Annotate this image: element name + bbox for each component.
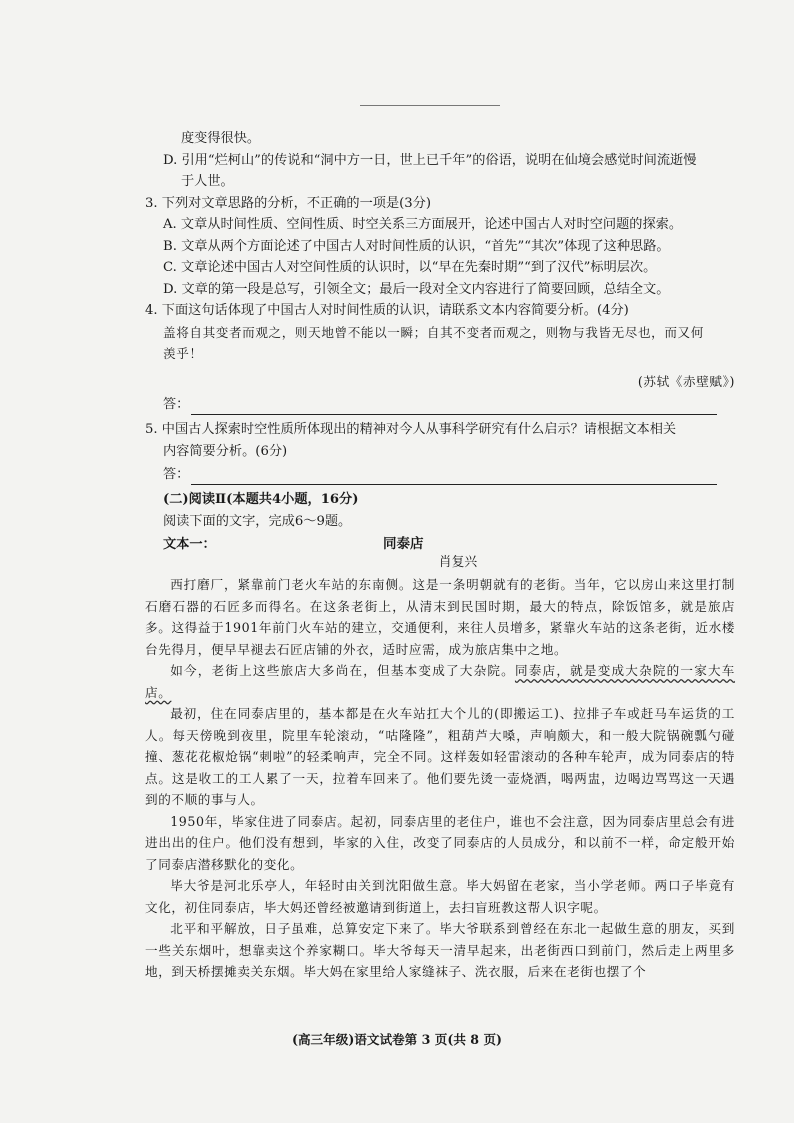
q4-answer-area[interactable] (145, 394, 735, 415)
q2-option-d-tail: 度变得很快。 (181, 131, 261, 146)
q5-answer-area[interactable] (145, 464, 735, 485)
text1-paragraph-1: 西打磨厂，紧靠前门老火车站的东南侧。这是一条明朝就有的老街。当年，它以房山来这里打制石磨石器的石匠多而得名。在这条老街上，从清末到民国时期，最大的特点，除饭馆多，就是旅店多。这得益于1901年前门火车站的建立，交通便利，来往人员增多，紧靠火车站的这条老街，近水楼台先得月，便早早褪去石匠店铺的外衣，适时应需，成为旅店集中之地。 (145, 577, 735, 657)
header-rule (360, 105, 500, 106)
text1-title: 同泰店 (383, 536, 424, 552)
page-content (145, 128, 735, 983)
q3-option-d: D. 文章的第一段是总写，引领全文；最后一段对全文内容进行了简要回顾，总结全文。 (163, 281, 670, 297)
text1-paragraph-6: 北平和平解放，日子虽难，总算安定下来了。毕大爷联系到曾经在东北一起做生意的朋友，买到一些关东烟叶，想靠卖这个养家糊口。毕大爷每天一清早起来，出老街西口到前门，然后走上两里多地，到天桥摆摊卖关东烟。毕大妈在家里给人家缝袜子、洗衣服，后来在老街也摆了个 (145, 921, 735, 979)
text1-paragraph-3: 最初，住在同泰店里的，基本都是在火车站扛大个儿的(即搬运工)、拉排子车或赶马车运货的工人。每天傍晚到夜里，院里车轮滚动，“咕隆隆”，粗葫芦大嗓，声响颇大，和一般大院锅碗瓢勺碰撞、葱花花椒炝锅“刺啦”的轻柔响声，完全不同。这样轰如轻雷滚动的各种车轮声，成为同泰店的特点。这是收工的工人累了一天，拉着车回来了。他们要先烫一壶烧酒，喝两盅，边喝边骂骂这一天遇到的不顺的事与人。 (145, 706, 735, 807)
q5-stem-line2: 内容简要分析。(6分) (163, 443, 288, 459)
section2-heading: (二)阅读Ⅱ(本题共4小题，16分) (163, 492, 359, 507)
page-footer: (高三年级)语文试卷第 3 页(共 8 页) (291, 1032, 503, 1047)
text1-paragraph-4: 1950年，毕家住进了同泰店。起初，同泰店里的老住户，谁也不会注意，因为同泰店里总会有进进出出的住户。他们没有想到，毕家的入住，改变了同泰店的人员成分，和以前不一样，命定般开始了同泰店潜移默化的变化。 (145, 813, 735, 872)
q4-stem: 4. 下面这句话体现了中国古人对时间性质的认识，请联系文本内容简要分析。(4分) (145, 303, 629, 318)
q3-option-b: B. 文章从两个方面论述了中国古人对时间性质的认识，“首先”“其次”体现了这种思路。 (163, 238, 670, 254)
text1-paragraph-2-a: 如今，老街上这些旅店大多尚在，但基本变成了大杂院。 (170, 663, 515, 678)
q3-stem: 3. 下列对文章思路的分析，不正确的一项是(3分) (145, 195, 432, 211)
text1-paragraph-2-underlined: 同泰店，就是变成大杂院的一家大车店。 (145, 663, 736, 700)
text1-author: 肖复兴 (438, 555, 478, 570)
q5-answer-label: 答： (163, 467, 190, 482)
q2-option-d-line1: D. 引用“烂柯山”的传说和“洞中方一日，世上已千年”的俗语，说明在仙境会感觉时间流逝慢 (163, 152, 697, 168)
q4-quote-line1: 盖将自其变者而观之，则天地曾不能以一瞬；自其不变者而观之，则物与我皆无尽也，而又何 (163, 324, 704, 340)
q3-option-a: A. 文章从时间性质、空间性质、时空关系三方面展开，论述中国古人对时空问题的探索。 (163, 217, 683, 232)
q2-option-d-line2: 于人世。 (181, 174, 234, 189)
text1-title-row (145, 532, 735, 552)
q5-answer-line[interactable] (191, 470, 717, 485)
q4-quote-line2: 羡乎！ (163, 346, 203, 361)
text1-label: 文本一： (163, 537, 216, 552)
q4-answer-label: 答： (163, 397, 190, 412)
text1-paragraph-2 (145, 660, 735, 703)
q3-option-c: C. 文章论述中国古人对空间性质的认识时，以“早在先秦时期”“到了汉代”标明层次。 (163, 260, 657, 275)
q5-stem-line1: 5. 中国古人探索时空性质所体现出的精神对今人从事科学研究有什么启示？请根据文本相关 (145, 422, 677, 437)
q4-quote-source: (苏轼《赤壁赋》) (637, 373, 735, 389)
q4-answer-line[interactable] (191, 400, 717, 415)
text1-paragraph-5: 毕大爷是河北乐亭人，年轻时由关到沈阳做生意。毕大妈留在老家，当小学老师。两口子毕竟有文化，初住同泰店，毕大妈还曾经被邀请到街道上，去扫盲班教这帮人识字呢。 (145, 878, 735, 915)
section2-instruction: 阅读下面的文字，完成6～9题。 (163, 513, 352, 529)
